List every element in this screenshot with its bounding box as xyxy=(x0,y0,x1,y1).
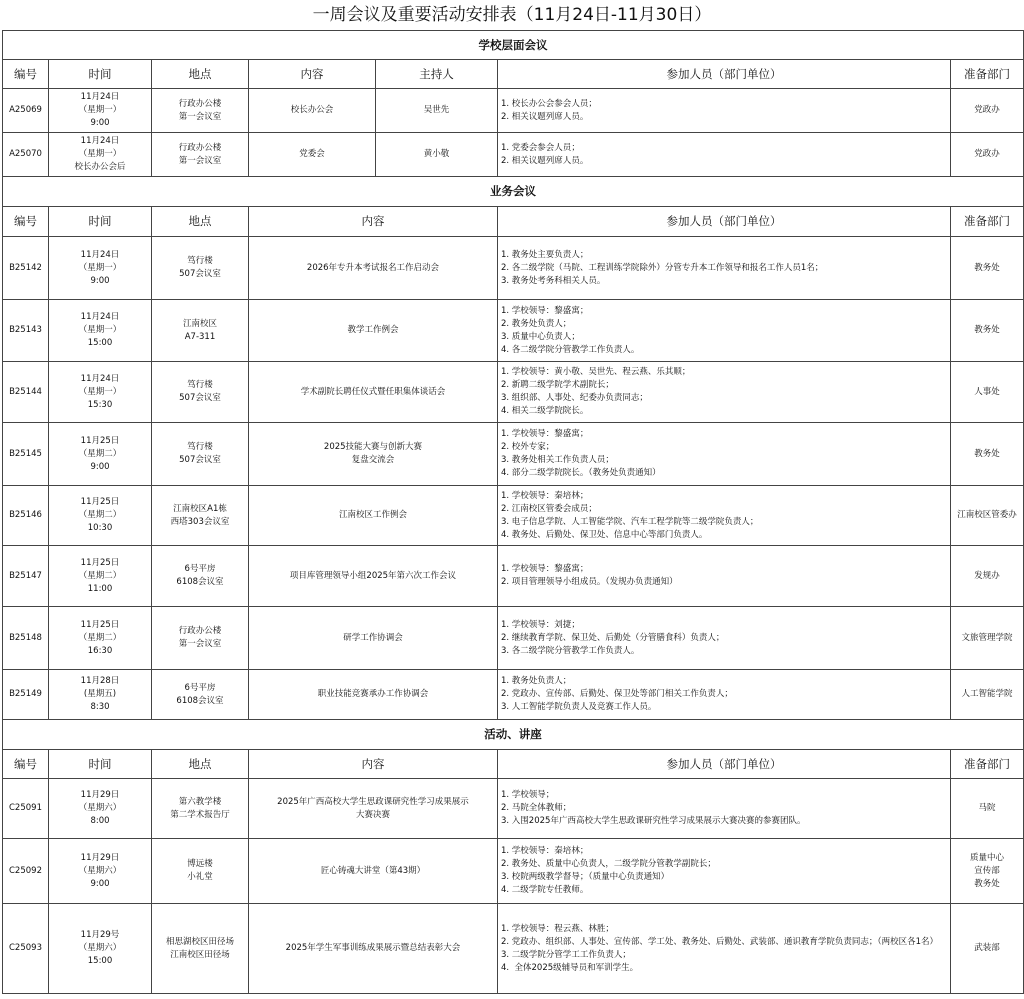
cell-time xyxy=(49,300,152,362)
content-line: 匠心铸魂大讲堂（第43期） xyxy=(320,865,426,876)
cell-id: B25149 xyxy=(3,670,49,720)
cell-place xyxy=(152,237,249,300)
cell-participants xyxy=(498,362,951,423)
participant-line: 3. 二级学院分管学工工作负责人； xyxy=(501,949,631,960)
cell-content xyxy=(249,607,498,670)
cell-participants xyxy=(498,546,951,607)
cell-time xyxy=(49,546,152,607)
time-line: 11月28日 xyxy=(80,676,120,686)
cell-place xyxy=(152,779,249,839)
place-line: 笃行楼 xyxy=(187,256,213,266)
time-line: 11月29日 xyxy=(80,852,120,863)
cell-content xyxy=(249,904,498,994)
time-line: 11月25日 xyxy=(80,435,120,446)
section-title-row xyxy=(3,31,1024,60)
cell-dept xyxy=(951,89,1024,133)
cell-id: A25069 xyxy=(3,89,49,133)
participant-line: 3. 电子信息学院、人工智能学院、汽车工程学院等二级学院负责人； xyxy=(501,516,759,527)
cell-place xyxy=(152,670,249,720)
participant-line: 1. 学校领导：黎盛寓； xyxy=(501,305,589,316)
time-line: 15:00 xyxy=(87,338,113,348)
time-line: 9:00 xyxy=(90,275,110,286)
content-line: 项目库管理领导小组2025年第六次工作会议 xyxy=(289,570,457,581)
cell-id: B25147 xyxy=(3,546,49,607)
time-line: 11月24日 xyxy=(80,249,120,260)
cell-dept xyxy=(951,362,1024,423)
table-row xyxy=(3,779,1024,839)
time-line: 11月24日 xyxy=(80,312,120,322)
header-dept: 准备部门 xyxy=(951,60,1024,89)
time-line: （星期一） xyxy=(78,386,122,397)
participant-line: 1. 学校领导：黄小敬、吴世先、程云燕、乐其顺； xyxy=(501,367,691,377)
time-line: 11月25日 xyxy=(80,497,120,507)
cell-place xyxy=(152,89,249,133)
participant-line: 3. 校院两级教学督导；（质量中心负责通知） xyxy=(501,872,670,882)
cell-time xyxy=(49,423,152,486)
content-line: 大赛决赛 xyxy=(355,809,390,820)
header-host: 主持人 xyxy=(376,60,498,89)
content-line: 2025技能大赛与创新大赛 xyxy=(323,442,423,452)
time-line: （星期六） xyxy=(78,865,122,876)
cell-time xyxy=(49,133,152,177)
place-line: 6108会议室 xyxy=(176,577,224,587)
time-line: （星期一） xyxy=(78,105,122,115)
time-line: 15:00 xyxy=(87,956,113,966)
participant-line: 3. 教务处考务科相关人员。 xyxy=(501,275,606,286)
cell-time xyxy=(49,486,152,546)
time-line: 11月29号 xyxy=(80,930,120,940)
header-row xyxy=(3,60,1024,89)
table-row xyxy=(3,133,1024,177)
cell-place xyxy=(152,486,249,546)
participant-line: 1. 学校领导：黎盛寓； xyxy=(501,564,589,574)
cell-content xyxy=(249,423,498,486)
schedule-table xyxy=(2,30,1024,994)
cell-place xyxy=(152,839,249,904)
header-participants: 参加人员（部门单位） xyxy=(498,207,951,237)
time-line: （星期六） xyxy=(78,803,122,813)
time-line: 8:00 xyxy=(90,816,110,826)
time-line: 11月24日 xyxy=(80,136,120,146)
participant-line: 3. 质量中心负责人； xyxy=(501,331,580,342)
dept-line: 人工智能学院 xyxy=(961,689,1013,699)
cell-content xyxy=(249,133,376,177)
participant-line: 2. 新聘二级学院学术副院长； xyxy=(501,380,614,390)
cell-place xyxy=(152,607,249,670)
dept-line: 教务处 xyxy=(974,448,1000,459)
dept-line: 人事处 xyxy=(974,386,1000,397)
cell-id: B25148 xyxy=(3,607,49,670)
header-place: 地点 xyxy=(152,750,249,779)
time-line: 16:30 xyxy=(87,645,113,656)
cell-time xyxy=(49,904,152,994)
time-line: 11月24日 xyxy=(80,373,120,384)
time-line: 11月24日 xyxy=(80,92,120,102)
place-line: 第六教学楼 xyxy=(178,796,222,807)
header-row xyxy=(3,207,1024,237)
header-time: 时间 xyxy=(49,750,152,779)
header-time: 时间 xyxy=(49,60,152,89)
cell-dept xyxy=(951,904,1024,994)
place-line: 笃行楼 xyxy=(187,380,213,390)
place-line: 6108会议室 xyxy=(176,695,224,706)
place-line: 博远楼 xyxy=(187,859,213,869)
cell-content xyxy=(249,546,498,607)
header-id: 编号 xyxy=(3,750,49,779)
participant-line: 2. 江南校区管委会成员； xyxy=(501,503,597,514)
place-line: 6号平房 xyxy=(184,564,216,574)
content-line: 2025年学生军事训练成果展示暨总结表彰大会 xyxy=(285,943,461,953)
cell-content xyxy=(249,237,498,300)
cell-content xyxy=(249,89,376,133)
time-line: （星期二） xyxy=(78,448,122,459)
cell-time xyxy=(49,839,152,904)
table-row xyxy=(3,607,1024,670)
place-line: 相思湖校区田径场 xyxy=(165,936,234,947)
cell-participants xyxy=(498,670,951,720)
cell-participants xyxy=(498,904,951,994)
table-row xyxy=(3,486,1024,546)
place-line: 507会议室 xyxy=(179,269,221,279)
place-line: 第一会议室 xyxy=(178,111,222,122)
participant-line: 1. 学校领导：黎盛寓； xyxy=(501,429,589,439)
cell-dept xyxy=(951,607,1024,670)
cell-place xyxy=(152,133,249,177)
header-place: 地点 xyxy=(152,60,249,89)
cell-content xyxy=(249,670,498,720)
dept-line: 文旅管理学院 xyxy=(961,632,1013,643)
place-line: 江南校区田径场 xyxy=(170,949,230,960)
time-line: 9:00 xyxy=(90,118,110,128)
cell-place xyxy=(152,423,249,486)
content-line: 复盘交流会 xyxy=(351,455,395,465)
content-line: 职业技能竞赛承办工作协调会 xyxy=(317,689,429,699)
time-line: 11月25日 xyxy=(80,619,120,630)
section-title-row xyxy=(3,720,1024,750)
participant-line: 2. 党政办、组织部、人事处、宣传部、学工处、教务处、后勤处、武装部、通识教育学院负责同志；（两校区各1名） xyxy=(501,936,938,947)
participant-line: 2. 继续教育学院、保卫处、后勤处（分管膳食科）负责人； xyxy=(501,632,725,643)
participant-line: 1. 学校领导：秦培林； xyxy=(501,490,589,501)
page-title: 一周会议及重要活动安排表（11月24日-11月30日） xyxy=(312,5,712,25)
cell-id: B25143 xyxy=(3,300,49,362)
participant-line: 4. 相关二级学院院长。 xyxy=(501,406,589,416)
section-title: 业务会议 xyxy=(3,177,1024,207)
content-line: 党委会 xyxy=(299,149,325,159)
time-line: （星期二） xyxy=(78,632,122,643)
place-line: 第二学术报告厅 xyxy=(170,809,230,820)
place-line: 江南校区A1栋 xyxy=(173,503,227,514)
header-participants: 参加人员（部门单位） xyxy=(498,750,951,779)
dept-line: 江南校区管委办 xyxy=(957,510,1017,520)
content-line: 校长办公会 xyxy=(290,105,334,115)
participant-line: 1. 校长办公会参会人员； xyxy=(501,98,597,109)
time-line: 11月29日 xyxy=(80,790,120,800)
cell-participants xyxy=(498,607,951,670)
cell-host: 黄小敬 xyxy=(376,133,498,177)
content-line: 教学工作例会 xyxy=(347,325,399,335)
dept-line: 质量中心 xyxy=(970,852,1005,863)
cell-participants xyxy=(498,486,951,546)
cell-dept xyxy=(951,779,1024,839)
participant-line: 4. 教务处、后勤处、保卫处、信息中心等部门负责人。 xyxy=(501,529,708,540)
participant-line: 1. 学校领导：程云燕、林胜； xyxy=(501,923,614,934)
content-line: 江南校区工作例会 xyxy=(338,510,407,520)
header-row xyxy=(3,750,1024,779)
time-line: （星期二） xyxy=(78,510,122,520)
cell-id: B25145 xyxy=(3,423,49,486)
participant-line: 2. 相关议题列席人员。 xyxy=(501,111,589,122)
time-line: (星期五) xyxy=(83,689,117,699)
participant-line: 4. 二级学院专任教师。 xyxy=(501,885,589,895)
section-title: 活动、讲座 xyxy=(3,720,1024,750)
cell-content xyxy=(249,486,498,546)
cell-time xyxy=(49,89,152,133)
time-line: （星期二） xyxy=(78,570,122,581)
content-line: 2025年广西高校大学生思政课研究性学习成果展示 xyxy=(277,796,469,807)
participant-line: 1. 学校领导：秦培林； xyxy=(501,846,589,856)
cell-content xyxy=(249,839,498,904)
time-line: 15:30 xyxy=(87,399,113,410)
table-row xyxy=(3,904,1024,994)
participant-line: 1. 学校领导：刘捷； xyxy=(501,619,580,630)
time-line: （星期一） xyxy=(78,325,122,335)
time-line: （星期一） xyxy=(78,262,122,273)
place-line: 西塔303会议室 xyxy=(170,516,230,527)
section-title: 学校层面会议 xyxy=(3,31,1024,60)
participant-line: 2. 教务处负责人； xyxy=(501,318,572,329)
participant-line: 3. 人工智能学院负责人及竞赛工作人员。 xyxy=(501,702,657,712)
content-line: 研学工作协调会 xyxy=(343,632,403,643)
table-row xyxy=(3,670,1024,720)
participant-line: 2. 各二级学院（马院、工程训练学院除外）分管专升本工作领导和报名工作人员1名； xyxy=(501,262,824,273)
cell-time xyxy=(49,607,152,670)
cell-participants xyxy=(498,839,951,904)
header-id: 编号 xyxy=(3,60,49,89)
place-line: 507会议室 xyxy=(179,455,221,465)
participant-line: 4. 全体2025级辅导员和军训学生。 xyxy=(501,962,639,973)
cell-place xyxy=(152,362,249,423)
place-line: 行政办公楼 xyxy=(178,626,222,636)
participant-line: 3. 教务处相关工作负责人员； xyxy=(501,455,614,465)
participant-line: 4. 部分二级学院院长。（教务处负责通知） xyxy=(501,468,661,478)
cell-dept xyxy=(951,486,1024,546)
table-row xyxy=(3,839,1024,904)
cell-id: A25070 xyxy=(3,133,49,177)
cell-host: 吴世先 xyxy=(376,89,498,133)
dept-line: 马院 xyxy=(978,803,996,813)
cell-participants xyxy=(498,237,951,300)
place-line: 行政办公楼 xyxy=(178,98,222,109)
time-line: 8:30 xyxy=(90,702,110,712)
cell-id: B25142 xyxy=(3,237,49,300)
table-row xyxy=(3,300,1024,362)
cell-content xyxy=(249,779,498,839)
cell-time xyxy=(49,237,152,300)
cell-dept xyxy=(951,300,1024,362)
header-time: 时间 xyxy=(49,207,152,237)
place-line: 507会议室 xyxy=(179,393,221,403)
cell-id: C25092 xyxy=(3,839,49,904)
cell-participants xyxy=(498,300,951,362)
cell-participants xyxy=(498,779,951,839)
time-line: 9:00 xyxy=(90,878,110,889)
cell-place xyxy=(152,546,249,607)
cell-content xyxy=(249,362,498,423)
participant-line: 4. 各二级学院分管教学工作负责人。 xyxy=(501,344,640,355)
participant-line: 2. 校外专家； xyxy=(501,442,555,452)
content-line: 学术副院长聘任仪式暨任职集体谈话会 xyxy=(300,386,446,397)
participant-line: 2. 教务处、质量中心负责人，二级学院分管教学副院长； xyxy=(501,859,716,869)
header-content: 内容 xyxy=(249,750,498,779)
cell-time xyxy=(49,362,152,423)
participant-line: 2. 相关议题列席人员。 xyxy=(501,155,589,166)
cell-dept xyxy=(951,839,1024,904)
header-content: 内容 xyxy=(249,60,376,89)
table-row xyxy=(3,546,1024,607)
header-dept: 准备部门 xyxy=(951,750,1024,779)
dept-line: 教务处 xyxy=(974,325,1000,335)
cell-dept xyxy=(951,237,1024,300)
participant-line: 3. 各二级学院分管教学工作负责人。 xyxy=(501,645,640,656)
dept-line: 发规办 xyxy=(974,570,1000,581)
participant-line: 1. 教务处负责人； xyxy=(501,676,572,686)
cell-dept xyxy=(951,546,1024,607)
header-place: 地点 xyxy=(152,207,249,237)
content-line: 2026年专升本考试报名工作启动会 xyxy=(306,262,440,273)
dept-line: 武装部 xyxy=(974,943,1000,953)
time-line: 校长办公会后 xyxy=(74,162,126,172)
participant-line: 2. 马院全体教师； xyxy=(501,803,572,813)
time-line: 9:00 xyxy=(90,461,110,472)
cell-participants xyxy=(498,133,951,177)
section-title-row xyxy=(3,177,1024,207)
place-line: A7-311 xyxy=(184,331,216,342)
time-line: （星期一） xyxy=(78,149,122,159)
table-row xyxy=(3,423,1024,486)
dept-line: 教务处 xyxy=(974,878,1000,889)
cell-place xyxy=(152,904,249,994)
header-participants: 参加人员（部门单位） xyxy=(498,60,951,89)
time-line: 11月25日 xyxy=(80,557,120,568)
place-line: 第一会议室 xyxy=(178,639,222,649)
place-line: 江南校区 xyxy=(182,318,217,329)
cell-participants xyxy=(498,89,951,133)
cell-id: C25093 xyxy=(3,904,49,994)
dept-line: 党政办 xyxy=(974,105,1000,115)
header-id: 编号 xyxy=(3,207,49,237)
participant-line: 1. 教务处主要负责人； xyxy=(501,249,589,260)
participant-line: 2. 党政办、宣传部、后勤处、保卫处等部门相关工作负责人； xyxy=(501,689,733,699)
cell-id: C25091 xyxy=(3,779,49,839)
dept-line: 教务处 xyxy=(974,262,1000,273)
participant-line: 3. 入围2025年广西高校大学生思政课研究性学习成果展示大赛决赛的参赛团队。 xyxy=(501,816,806,826)
place-line: 笃行楼 xyxy=(187,442,213,452)
time-line: 10:30 xyxy=(87,523,113,533)
dept-line: 党政办 xyxy=(974,149,1000,159)
place-line: 小礼堂 xyxy=(187,872,213,882)
place-line: 6号平房 xyxy=(184,682,216,693)
header-content: 内容 xyxy=(249,207,498,237)
cell-time xyxy=(49,670,152,720)
dept-line: 宣传部 xyxy=(974,865,1000,876)
table-row xyxy=(3,237,1024,300)
participant-line: 1. 党委会参会人员； xyxy=(501,142,580,153)
cell-time xyxy=(49,779,152,839)
participant-line: 3. 组织部、人事处、纪委办负责同志； xyxy=(501,393,648,403)
participant-line: 2. 项目管理领导小组成员。（发规办负责通知） xyxy=(501,577,678,587)
cell-content xyxy=(249,300,498,362)
cell-participants xyxy=(498,423,951,486)
cell-id: B25144 xyxy=(3,362,49,423)
participant-line: 1. 学校领导； xyxy=(501,790,555,800)
time-line: （星期六） xyxy=(78,943,122,953)
cell-place xyxy=(152,300,249,362)
header-dept: 准备部门 xyxy=(951,207,1024,237)
cell-id: B25146 xyxy=(3,486,49,546)
cell-dept xyxy=(951,133,1024,177)
cell-dept xyxy=(951,423,1024,486)
table-row xyxy=(3,89,1024,133)
time-line: 11:00 xyxy=(87,583,113,594)
table-row xyxy=(3,362,1024,423)
place-line: 行政办公楼 xyxy=(178,142,222,153)
cell-dept xyxy=(951,670,1024,720)
place-line: 第一会议室 xyxy=(178,155,222,166)
